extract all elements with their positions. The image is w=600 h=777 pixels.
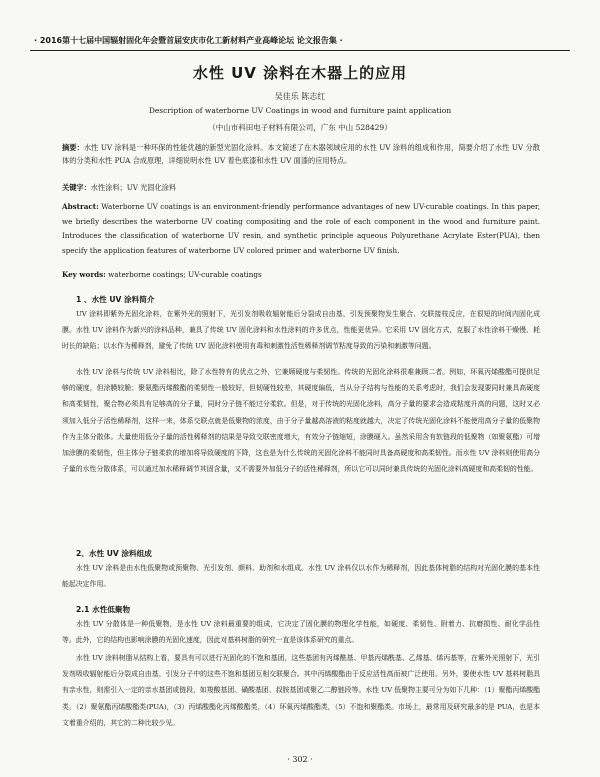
- keywords-cn: [62, 181, 540, 194]
- section-heading: 1 、水性 UV 涂料简介: [76, 295, 155, 304]
- body-paragraph: 水性 UV 分散体是一种低聚物，是水性 UV 涂料最重要的组成，它决定了固化膜的物理化学性能，如硬度、柔韧性、附着力、抗磨损性、耐化学品性等。此外，它的结构也影响涂膜的光固化速度，因此对基料树脂的研究一直是该体系研究的重点。: [62, 620, 540, 645]
- authors: 吴佳乐 陈志红: [274, 92, 326, 101]
- body-paragraph: 水性 UV 涂料与传统 UV 涂料相比，除了水性特有的优点之外，它兼顾硬度与柔韧性。传统的光固化涂料很难兼顾二者。例如，环氧丙烯酸酯可提供足够的硬度，但涂膜较脆；聚氨酯丙烯酸酯的柔韧性一般较好，但韧硬性较差，其硬度偏低，当从分子结构与性能的关系考虑时，我们会发现要同时兼具高硬度和高柔韧性，聚合物必须具有足够高的分子量，同时分子链不能过分柔软。但是，对于传统的光固化涂料，高分子量的要求会造成粘度升高的问题，这时又必须加入低分子活性稀释剂，这样一来，体系交联点就是低聚物的浓度，由于分子量越高溶液的粘度就越大，决定了传统光固化涂料不能使用高分子量的低聚物作为主体分散体。大量使用低分子量的活性稀释剂的结果是导致交联密度增大，有效分子链缩短，涂膜硬入。虽然采用含有软链段的低聚物（如聚氨酯）可增加涂膜的柔韧性，但主体分子链柔软的增加将导致硬度的下降，这也是为什么传统的光固化涂料不能同时具备高硬度和高柔韧性。而水性 UV 涂料则使用高分子量的水性分散体系，可以通过加水稀释调节其固含量，又不需要外加低分子的活性稀释剂，所以它可以同时兼具传统的光固化涂料高硬度和高柔韧的性能。: [62, 368, 540, 474]
- paper-title: 水性 UV 涂料在木器上的应用: [192, 64, 408, 82]
- keywords-en-label: Key words:: [62, 270, 106, 279]
- keywords-en-text: waterborne coatings; UV-curable coatings: [108, 270, 262, 279]
- abstract-cn-text: 水性 UV 涂料是一种环保的性能优越的新型光固化涂料。本文简述了在木器领域应用的水性 UV 涂料的组成和作用，简要介绍了水性 UV 分散体的分类和水性 PUA 合成原理，详细说明水性 UV 着色底漆和水性 UV 面漆的应用特点。: [62, 143, 540, 166]
- abstract-cn-label: 摘要：: [62, 143, 84, 152]
- running-header: · 2016第十七届中国辐射固化年会暨首届安庆市化工新材料产业高峰论坛 论文报告集 ·: [34, 36, 343, 45]
- body-paragraph: UV 涂料即紫外光固化涂料，在紫外光的照射下，光引发剂吸收辐射能后分裂成自由基，引发预聚物发生聚合、交联接枝反应，在很短的时间内固化成膜。水性 UV 涂料作为新兴的涂料品种，兼具了传统 UV 固化涂料和水性涂料的许多优点，性能更优异。它采用 UV 固化方式，克服了水性涂料干燥慢、耗时长的缺陷；以水作为稀释剂，避免了传统 UV 固化涂料使用有毒和刺激性活性稀释剂调节粘度导致的污染和刺激等问题。: [62, 310, 540, 351]
- body-paragraph: 水性 UV 涂料树脂从结构上看，要具有可以进行光固化的不饱和基团，这些基团有丙烯酰基、甲基丙烯酰基、乙烯基、烯丙基等，在紫外光照射下，光引发剂吸收辐射能后分裂成自由基，引发分子中的这些不饱和基团互相交联聚合。其中丙烯酸酯由于反应活性高而被广泛使用。另外，要使水性 UV 基料树脂具有亲水性，则需引入一定的亲水基团或链段，如羧酸基团、磺酸基团、叔胺基团或聚乙二醇链段等。水性 UV 低聚物主要可分为如下几种：（1）聚酯丙烯酸酯类，（2）聚氨酯丙烯酸酯类(PUA)，（3）丙烯酸酯化丙烯酸酯类，（4）环氧丙烯酸酯类，（5）不饱和聚酯类。市场上，最常用及研究最多的是 PUA，也是本文着重介绍的，其它的二种比较少见。: [62, 654, 540, 727]
- keywords-cn-text: 水性涂料；UV 光固化涂料: [90, 183, 177, 192]
- body-paragraph: 水性 UV 涂料是由水性低聚物或预聚物、光引发剂、颜料、助剂和水组成。水性 UV 涂料仅以水作为稀释剂，因此基体树脂的结构对光固化膜的基本性能起决定作用。: [62, 564, 540, 589]
- page-number: · 302 ·: [287, 755, 313, 764]
- keywords-en: [62, 268, 540, 281]
- abstract-en-text: Waterborne UV coatings is an environment-friendly performance advantages of new UV-curable coatings. In this paper, we briefly describes the waterborne UV coating compositing and the role of each component in the wood and furniture paint. Introduces the classification of waterborne UV resin, and synthetic principle aqueous Polyurethane Acrylate Ester(PUA), then specify the application features of waterborne UV colored primer and waterborne UV finish.: [62, 202, 540, 255]
- keywords-cn-label: 关键字：: [62, 183, 91, 192]
- section-heading: 2、水性 UV 涂料组成: [76, 549, 152, 558]
- subsection-heading: 2.1 水性低聚物: [76, 605, 131, 614]
- header-rule: [30, 50, 570, 51]
- abstract-en-label: Abstract:: [62, 202, 99, 211]
- abstract-cn: [62, 141, 540, 167]
- abstract-en: [62, 200, 540, 258]
- english-title: Description of waterborne UV Coatings in wood and furniture paint application: [148, 106, 452, 115]
- affiliation: （中山市科田电子材料有限公司，广东 中山 528429）: [208, 123, 392, 132]
